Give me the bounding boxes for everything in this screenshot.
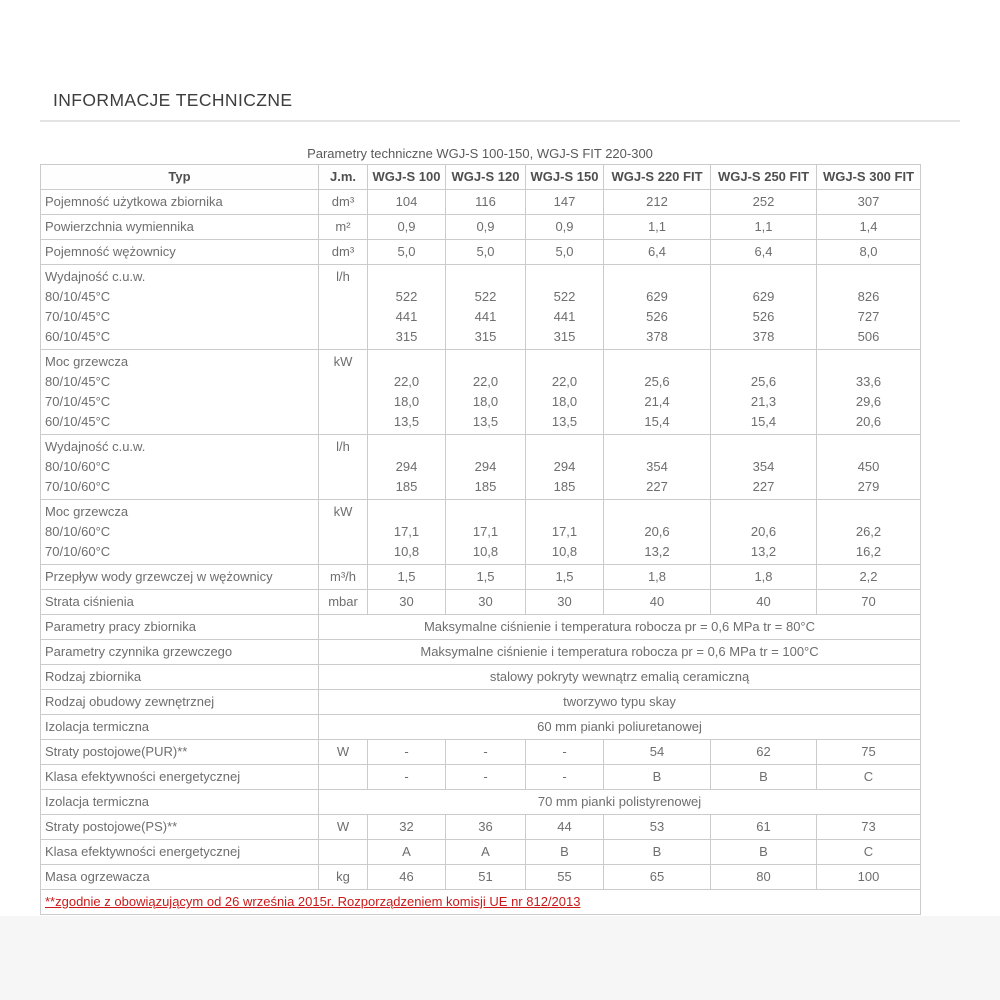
cell-line: 522 <box>474 289 497 304</box>
value-cell: 1,8 <box>711 565 817 590</box>
cell-line: 60/10/45°C <box>45 414 111 429</box>
table-header-row <box>41 165 921 190</box>
cell-line <box>372 267 441 287</box>
spanning-value: tworzywo typu skay <box>319 690 921 715</box>
cell-line: Moc grzewcza <box>45 354 129 369</box>
table-row <box>41 715 921 740</box>
value-cell: 252 <box>711 190 817 215</box>
cell-line: 70/10/45°C <box>45 309 111 324</box>
unit-cell <box>319 765 368 790</box>
value-cell: A <box>368 840 446 865</box>
cell-line: 80/10/45°C <box>45 289 111 304</box>
cell-line <box>608 502 706 522</box>
unit-cell: mbar <box>319 590 368 615</box>
value-cell: B <box>604 840 711 865</box>
unit-cell: m³/h <box>319 565 368 590</box>
cell-line: 441 <box>395 309 418 324</box>
cell-line <box>530 352 599 372</box>
cell-line: 526 <box>752 309 775 324</box>
spanning-value: 60 mm pianki poliuretanowej <box>319 715 921 740</box>
cell-line: 279 <box>857 479 880 494</box>
value-cell: 5,0 <box>446 240 526 265</box>
cell-line <box>715 437 812 457</box>
value-cell: 212 <box>604 190 711 215</box>
cell-line: 17,1 <box>551 524 578 539</box>
cell-line: Wydajność c.u.w. <box>45 439 146 454</box>
cell-line <box>530 437 599 457</box>
value-cell: - <box>446 740 526 765</box>
value-cell: 8,0 <box>817 240 921 265</box>
cell-line: 25,6 <box>750 374 777 389</box>
cell-line: 526 <box>646 309 668 324</box>
value-cell <box>368 435 446 500</box>
value-cell <box>446 350 526 435</box>
footnote-cell <box>41 890 921 915</box>
cell-line: 185 <box>474 479 497 494</box>
table-row <box>41 740 921 765</box>
unit-cell: dm³ <box>319 240 368 265</box>
value-cell: 0,9 <box>446 215 526 240</box>
cell-line: 22,0 <box>393 374 420 389</box>
value-cell <box>711 350 817 435</box>
cell-line: 15,4 <box>750 414 777 429</box>
value-cell: 75 <box>817 740 921 765</box>
value-cell: B <box>604 765 711 790</box>
value-cell: 1,5 <box>526 565 604 590</box>
value-cell <box>817 265 921 350</box>
cell-line: 227 <box>646 479 668 494</box>
table-row <box>41 265 921 350</box>
value-cell: 0,9 <box>526 215 604 240</box>
table-row <box>41 590 921 615</box>
value-cell: B <box>526 840 604 865</box>
cell-line: 33,6 <box>855 374 882 389</box>
value-cell: 65 <box>604 865 711 890</box>
parameter-label: Klasa efektywności energetycznej <box>41 765 319 790</box>
table-row <box>41 815 921 840</box>
cell-line: 13,5 <box>393 414 420 429</box>
cell-line: 20,6 <box>644 524 670 539</box>
parameter-label: Parametry czynnika grzewczego <box>41 640 319 665</box>
cell-line: 22,0 <box>551 374 578 389</box>
cell-line: 15,4 <box>644 414 670 429</box>
value-cell: 5,0 <box>526 240 604 265</box>
value-cell <box>446 265 526 350</box>
unit-cell: kW <box>319 500 368 565</box>
spanning-value: Maksymalne ciśnienie i temperatura robocza pr = 0,6 MPa tr = 80°C <box>319 615 921 640</box>
parameter-label: Izolacja termiczna <box>41 715 319 740</box>
cell-line: 22,0 <box>472 374 499 389</box>
table-caption: Parametry techniczne WGJ-S 100-150, WGJ-S FIT 220-300 <box>307 146 653 161</box>
cell-line: 441 <box>474 309 497 324</box>
technical-parameters-table <box>40 164 921 915</box>
parameter-label: Rodzaj zbiornika <box>41 665 319 690</box>
value-cell: A <box>446 840 526 865</box>
cell-line: 70/10/60°C <box>45 479 111 494</box>
value-cell <box>446 500 526 565</box>
value-cell: 73 <box>817 815 921 840</box>
cell-line: 10,8 <box>393 544 420 559</box>
value-cell <box>604 350 711 435</box>
value-cell: 307 <box>817 190 921 215</box>
value-cell <box>604 265 711 350</box>
cell-line: 18,0 <box>472 394 499 409</box>
value-cell: 116 <box>446 190 526 215</box>
parameter-label: Parametry pracy zbiornika <box>41 615 319 640</box>
unit-cell: W <box>319 740 368 765</box>
cell-line: 727 <box>857 309 880 324</box>
parameter-label <box>41 265 319 350</box>
cell-line: 80/10/60°C <box>45 459 111 474</box>
technical-info-section <box>40 0 960 915</box>
table-row <box>41 565 921 590</box>
cell-line <box>821 437 916 457</box>
parameter-label: Straty postojowe(PUR)** <box>41 740 319 765</box>
value-cell <box>526 435 604 500</box>
unit-cell: dm³ <box>319 190 368 215</box>
table-row <box>41 665 921 690</box>
value-cell: 1,8 <box>604 565 711 590</box>
cell-line: 13,5 <box>472 414 499 429</box>
parameter-label <box>41 350 319 435</box>
cell-line: 826 <box>857 289 880 304</box>
cell-line <box>450 352 521 372</box>
cell-line <box>821 267 916 287</box>
cell-line <box>821 502 916 522</box>
cell-line <box>450 502 521 522</box>
value-cell: 36 <box>446 815 526 840</box>
cell-line: 294 <box>474 459 497 474</box>
value-cell: 54 <box>604 740 711 765</box>
cell-line: 80/10/60°C <box>45 524 111 539</box>
value-cell: 6,4 <box>711 240 817 265</box>
value-cell: 1,5 <box>368 565 446 590</box>
value-cell: 5,0 <box>368 240 446 265</box>
cell-line <box>715 352 812 372</box>
page-title: INFORMACJE TECHNICZNE <box>53 90 293 110</box>
cell-line <box>530 502 599 522</box>
cell-line <box>450 437 521 457</box>
column-header: WGJ-S 100 <box>368 165 446 190</box>
title-divider <box>40 120 960 122</box>
unit-cell: kW <box>319 350 368 435</box>
value-cell: 55 <box>526 865 604 890</box>
value-cell: 1,1 <box>604 215 711 240</box>
table-row <box>41 500 921 565</box>
parameter-label: Straty postojowe(PS)** <box>41 815 319 840</box>
cell-line: 185 <box>395 479 418 494</box>
cell-line: 227 <box>752 479 775 494</box>
parameter-label: Strata ciśnienia <box>41 590 319 615</box>
spanning-value: 70 mm pianki polistyrenowej <box>319 790 921 815</box>
value-cell <box>368 350 446 435</box>
cell-line <box>530 267 599 287</box>
unit-cell: m² <box>319 215 368 240</box>
cell-line: 21,4 <box>644 394 670 409</box>
value-cell <box>711 500 817 565</box>
cell-line: 13,2 <box>750 544 777 559</box>
cell-line <box>715 502 812 522</box>
unit-cell: W <box>319 815 368 840</box>
cell-line: 20,6 <box>750 524 777 539</box>
value-cell <box>526 265 604 350</box>
table-row <box>41 215 921 240</box>
cell-line: 21,3 <box>750 394 777 409</box>
cell-line: 13,5 <box>551 414 578 429</box>
value-cell: - <box>446 765 526 790</box>
cell-line: 294 <box>395 459 418 474</box>
cell-line: 441 <box>553 309 576 324</box>
value-cell: 100 <box>817 865 921 890</box>
cell-line: 378 <box>646 329 668 344</box>
value-cell <box>604 435 711 500</box>
table-row <box>41 765 921 790</box>
cell-line: 70/10/60°C <box>45 544 111 559</box>
cell-line: 17,1 <box>393 524 420 539</box>
spanning-value: stalowy pokryty wewnątrz emalią ceramiczną <box>319 665 921 690</box>
cell-line: 16,2 <box>855 544 882 559</box>
parameter-label: Pojemność wężownicy <box>41 240 319 265</box>
cell-line: 25,6 <box>644 374 670 389</box>
cell-line <box>372 502 441 522</box>
column-header: WGJ-S 300 FIT <box>817 165 921 190</box>
footnote-row <box>41 890 921 915</box>
value-cell: 51 <box>446 865 526 890</box>
value-cell: 30 <box>368 590 446 615</box>
cell-line: 315 <box>553 329 576 344</box>
cell-line: 629 <box>752 289 775 304</box>
value-cell: 147 <box>526 190 604 215</box>
cell-line: 506 <box>857 329 880 344</box>
cell-line: Wydajność c.u.w. <box>45 269 146 284</box>
cell-line: 294 <box>553 459 576 474</box>
value-cell: 40 <box>711 590 817 615</box>
value-cell: C <box>817 840 921 865</box>
cell-line <box>450 267 521 287</box>
unit-cell: kg <box>319 865 368 890</box>
cell-line: 354 <box>646 459 668 474</box>
value-cell: 32 <box>368 815 446 840</box>
value-cell: - <box>368 765 446 790</box>
value-cell: 1,4 <box>817 215 921 240</box>
page-bottom-background <box>0 916 1000 1000</box>
cell-line: 29,6 <box>855 394 882 409</box>
value-cell <box>817 350 921 435</box>
parameter-label <box>41 435 319 500</box>
value-cell <box>604 500 711 565</box>
cell-line <box>372 437 441 457</box>
cell-line: 18,0 <box>393 394 420 409</box>
unit-cell: l/h <box>319 435 368 500</box>
cell-line <box>608 352 706 372</box>
cell-line: 20,6 <box>855 414 882 429</box>
cell-line: 315 <box>474 329 497 344</box>
value-cell: 62 <box>711 740 817 765</box>
parameter-label: Izolacja termiczna <box>41 790 319 815</box>
cell-line: 13,2 <box>644 544 670 559</box>
cell-line: 450 <box>857 459 880 474</box>
value-cell <box>817 435 921 500</box>
parameter-label <box>41 500 319 565</box>
value-cell: 44 <box>526 815 604 840</box>
value-cell: 61 <box>711 815 817 840</box>
table-row <box>41 865 921 890</box>
table-row <box>41 350 921 435</box>
cell-line: 185 <box>553 479 576 494</box>
cell-line: 26,2 <box>855 524 882 539</box>
value-cell: - <box>526 765 604 790</box>
parameter-label: Pojemność użytkowa zbiornika <box>41 190 319 215</box>
cell-line: Moc grzewcza <box>45 504 129 519</box>
cell-line <box>821 352 916 372</box>
footnote-text: **zgodnie z obowiązującym od 26 września 2015r. Rozporządzeniem komisji UE nr 812/2013 <box>45 894 581 909</box>
table-row <box>41 615 921 640</box>
cell-line: 18,0 <box>551 394 578 409</box>
column-header: Typ <box>41 165 319 190</box>
value-cell <box>711 435 817 500</box>
value-cell: 2,2 <box>817 565 921 590</box>
value-cell: B <box>711 840 817 865</box>
cell-line: 378 <box>752 329 775 344</box>
parameter-label: Przepływ wody grzewczej w wężownicy <box>41 565 319 590</box>
cell-line: 629 <box>646 289 668 304</box>
cell-line: 522 <box>553 289 576 304</box>
value-cell <box>526 500 604 565</box>
cell-line <box>372 352 441 372</box>
value-cell: C <box>817 765 921 790</box>
value-cell: 0,9 <box>368 215 446 240</box>
table-row <box>41 640 921 665</box>
cell-line: 17,1 <box>472 524 499 539</box>
cell-line: 60/10/45°C <box>45 329 111 344</box>
value-cell: 1,5 <box>446 565 526 590</box>
value-cell: 46 <box>368 865 446 890</box>
cell-line <box>608 267 706 287</box>
cell-line: 522 <box>395 289 418 304</box>
value-cell: 30 <box>526 590 604 615</box>
table-row <box>41 790 921 815</box>
unit-cell: l/h <box>319 265 368 350</box>
value-cell: 53 <box>604 815 711 840</box>
cell-line: 10,8 <box>551 544 578 559</box>
parameter-label: Rodzaj obudowy zewnętrznej <box>41 690 319 715</box>
table-row <box>41 240 921 265</box>
cell-line: 10,8 <box>472 544 499 559</box>
value-cell <box>817 500 921 565</box>
cell-line: 70/10/45°C <box>45 394 111 409</box>
column-header: WGJ-S 120 <box>446 165 526 190</box>
table-row <box>41 840 921 865</box>
column-header: J.m. <box>319 165 368 190</box>
value-cell <box>368 265 446 350</box>
spanning-value: Maksymalne ciśnienie i temperatura robocza pr = 0,6 MPa tr = 100°C <box>319 640 921 665</box>
parameter-label: Powierzchnia wymiennika <box>41 215 319 240</box>
value-cell: 6,4 <box>604 240 711 265</box>
value-cell <box>711 265 817 350</box>
value-cell <box>368 500 446 565</box>
cell-line: 354 <box>752 459 775 474</box>
value-cell: 30 <box>446 590 526 615</box>
value-cell: 80 <box>711 865 817 890</box>
column-header: WGJ-S 220 FIT <box>604 165 711 190</box>
unit-cell <box>319 840 368 865</box>
value-cell: 40 <box>604 590 711 615</box>
cell-line <box>608 437 706 457</box>
value-cell: - <box>368 740 446 765</box>
parameter-label: Masa ogrzewacza <box>41 865 319 890</box>
value-cell: 70 <box>817 590 921 615</box>
parameter-label: Klasa efektywności energetycznej <box>41 840 319 865</box>
value-cell: B <box>711 765 817 790</box>
value-cell: 104 <box>368 190 446 215</box>
value-cell: 1,1 <box>711 215 817 240</box>
cell-line: 80/10/45°C <box>45 374 111 389</box>
cell-line <box>715 267 812 287</box>
value-cell <box>526 350 604 435</box>
table-row <box>41 690 921 715</box>
table-row <box>41 190 921 215</box>
value-cell <box>446 435 526 500</box>
column-header: WGJ-S 150 <box>526 165 604 190</box>
table-row <box>41 435 921 500</box>
value-cell: - <box>526 740 604 765</box>
column-header: WGJ-S 250 FIT <box>711 165 817 190</box>
cell-line: 315 <box>395 329 418 344</box>
